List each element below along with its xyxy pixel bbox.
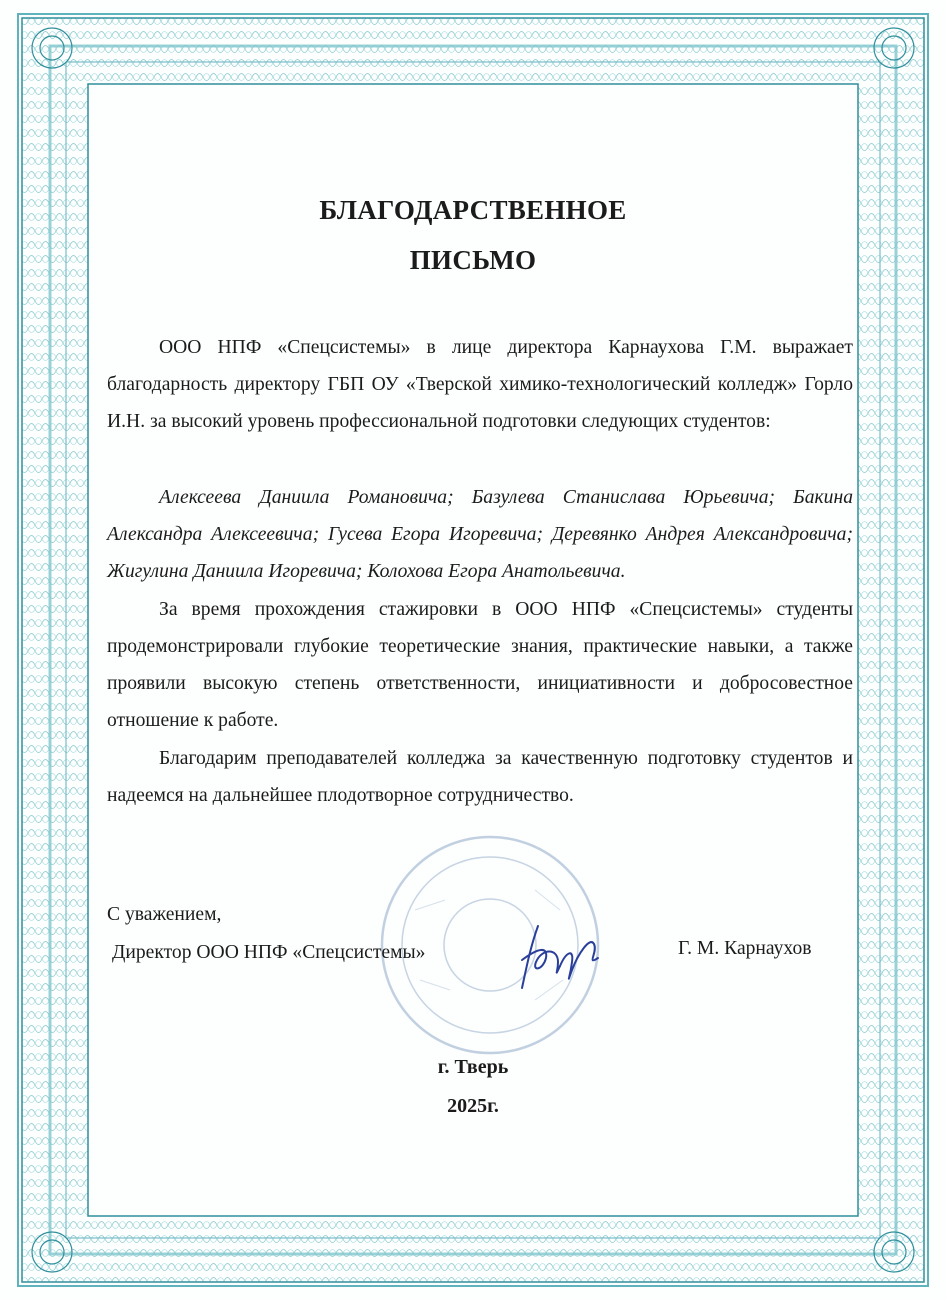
paragraph-internship	[107, 591, 853, 739]
paragraph-gratitude	[107, 329, 853, 440]
paragraph-thanks-text: Благодарим преподавателей колледжа за качественную подготовку студентов и надеемся на дальнейшее плодотворное сотрудничество.	[107, 748, 853, 806]
signer-name: Г. М. Карнаухов	[678, 938, 812, 959]
paragraph-internship-text: За время прохождения стажировки в ООО НПФ «Спецсистемы» студенты продемонстрировали глубокие теоретические знания, практические навыки, а также проявили высокую степень ответственности, инициативности и добросовестное отношение к работе.	[107, 599, 853, 731]
paragraph-students	[107, 479, 853, 590]
year: 2025г.	[447, 1095, 499, 1117]
paragraph-gratitude-text: ООО НПФ «Спецсистемы» в лице директора Карнаухова Г.М. выражает благодарность директору ГБП ОУ «Тверской химико-технологический колледж» Горло И.Н. за высокий уровень профессиональной подготовки следующих студентов:	[107, 337, 853, 432]
students-list-text: Алексеева Даниила Романовича; Базулева Станислава Юрьевича; Бакина Александра Алексеевича; Гусева Егора Игоревича; Деревянко Андрея Александровича; Жигулина Даниила Игоревича; Колохова Егора Анатольевича.	[107, 487, 853, 582]
city: г. Тверь	[437, 1056, 509, 1078]
document-title-line2: ПИСЬМО	[409, 245, 537, 275]
closing-phrase: С уважением,	[107, 904, 222, 925]
document-title-line1: БЛАГОДАРСТВЕННОЕ	[319, 195, 627, 225]
signer-role: Директор ООО НПФ «Спецсистемы»	[112, 942, 426, 963]
paragraph-thanks	[107, 740, 853, 814]
